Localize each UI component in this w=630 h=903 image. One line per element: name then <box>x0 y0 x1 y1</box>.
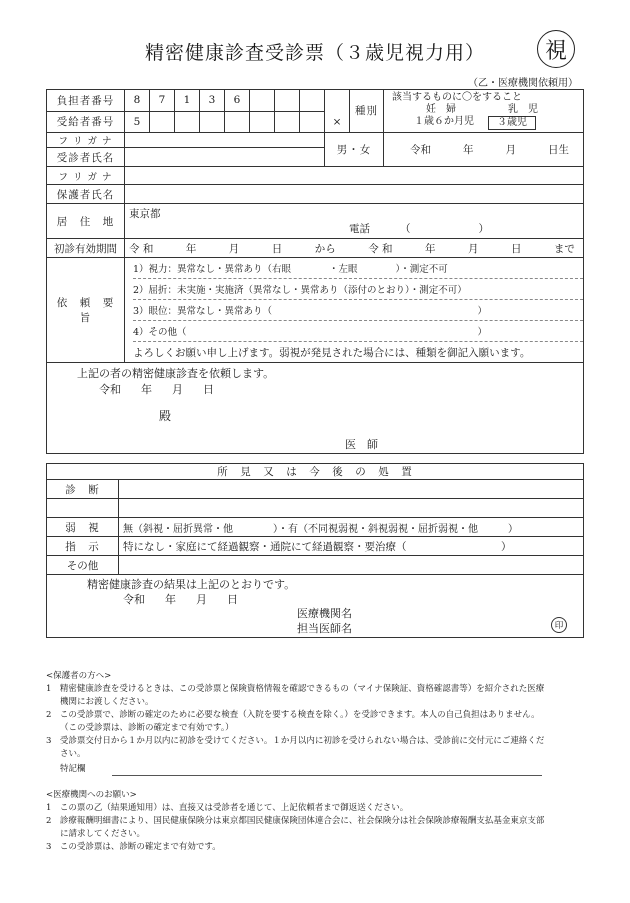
institution-note-2: 2 診療報酬明細書により、国民健康保険分は東京都国民健康保険団体連合会に、社会保険分は社会保険診療報酬支払基金東京支部 <box>46 816 545 826</box>
referral-day: 日 <box>203 383 214 396</box>
findings-header: 所 見 又 は 今 後 の 処 置 <box>47 464 584 480</box>
recipient-digit[interactable] <box>275 111 300 133</box>
valid-to-day: 日 <box>510 242 522 255</box>
institution-note-3: 3 この受診票は、診断の確定まで有効です。 <box>46 842 221 852</box>
phone-close-paren: ） <box>478 223 489 235</box>
recipient-digit[interactable] <box>300 111 325 133</box>
referral-date[interactable] <box>99 381 214 397</box>
findings-table <box>46 463 584 638</box>
burden-digit[interactable]: 8 <box>125 90 150 112</box>
referral-doctor: 医 師 <box>345 438 378 451</box>
guardian-notes <box>46 670 591 776</box>
birth-era: 令和 <box>410 144 431 156</box>
recipient-digit[interactable] <box>150 111 175 133</box>
recipient-mark: × <box>325 111 350 133</box>
kind-pregnant[interactable]: 妊 婦 <box>426 104 456 115</box>
institution-note-1: 1 この票の乙（結果通知用）は、直接又は受診者を通じて、上記依頼者まで御返送ください。 <box>46 803 409 813</box>
other-field[interactable] <box>119 556 584 575</box>
result-day: 日 <box>227 593 238 606</box>
recipient-digit[interactable] <box>225 111 250 133</box>
patient-name-label: 受診者氏名 <box>47 148 125 167</box>
burden-digit[interactable]: 1 <box>175 90 200 112</box>
institution-label: 医療機関名 <box>297 607 352 620</box>
phone-open-paren: （ <box>400 223 411 235</box>
kind-label: 種別 <box>350 90 384 133</box>
request-section <box>125 258 584 363</box>
request-item-3-close: ） <box>477 306 487 317</box>
recipient-digit[interactable]: 5 <box>125 111 150 133</box>
burden-digit[interactable]: 3 <box>200 90 225 112</box>
recipient-digit[interactable] <box>200 111 225 133</box>
valid-period-label: 初診有効期間 <box>47 239 125 258</box>
referral-month: 月 <box>172 383 183 396</box>
guardian-note-2-cont: （この受診票は、診断の確定まで有効です。） <box>60 723 234 733</box>
guardian-name-field[interactable] <box>125 185 584 204</box>
request-item-4-close: ） <box>477 327 487 338</box>
request-closing: よろしくお願い申し上げます。弱視が発見された場合には、種類を御記入願います。 <box>133 346 531 359</box>
guardian-note-3: 3 受診票交付日から１か月以内に初診を受けてください。１か月以内に初診を受けられない場合は、受診前に交付元にご連絡くだ <box>46 736 545 746</box>
result-text: 精密健康診査の結果は上記のとおりです。 <box>87 578 296 591</box>
institution-notes-header: <医療機関へのお願い> <box>46 790 137 800</box>
referral-year: 年 <box>141 383 152 396</box>
patient-name-field[interactable] <box>125 148 325 167</box>
result-era: 令和 <box>123 593 145 606</box>
diagnosis-extra-label <box>47 499 119 518</box>
special-notes-field[interactable] <box>112 765 542 776</box>
from-label: から <box>314 242 336 255</box>
diagnosis-field-2[interactable] <box>119 499 584 518</box>
result-year: 年 <box>165 593 176 606</box>
birth-month: 月 <box>505 144 516 156</box>
form-subtitle: （乙・医療機関依頼用） <box>468 78 578 89</box>
guardian-notes-header: <保護者の方へ> <box>46 671 112 681</box>
burden-digit[interactable]: 7 <box>150 90 175 112</box>
burden-digit[interactable] <box>250 90 275 112</box>
valid-to-year: 年 <box>425 242 436 255</box>
doctor-name-label: 担当医師名 <box>297 622 352 635</box>
valid-from-day: 日 <box>271 242 283 255</box>
patient-info-table <box>46 89 584 454</box>
request-item-4-text: 4）その他（ <box>133 327 187 338</box>
amblyopia-label: 弱 視 <box>47 518 119 537</box>
request-label: 依 頼 要 旨 <box>47 258 125 363</box>
diagnosis-label: 診 断 <box>47 480 119 499</box>
special-notes-label: 特記欄 <box>60 764 86 774</box>
sex-selector[interactable]: 男・女 <box>325 133 384 167</box>
request-item-3[interactable] <box>133 300 583 321</box>
recipient-digit[interactable] <box>175 111 200 133</box>
guardian-name-label: 保護者氏名 <box>47 185 125 204</box>
address-field[interactable] <box>125 204 584 239</box>
patient-furigana-label: フ リ ガ ナ <box>47 133 125 148</box>
result-date[interactable] <box>123 591 238 607</box>
form-title: 精密健康診査受診票（３歳児視力用） <box>144 42 485 64</box>
recipient-digit[interactable] <box>250 111 275 133</box>
result-month: 月 <box>196 593 207 606</box>
request-item-4[interactable] <box>133 321 583 342</box>
instruction-options[interactable]: 特になし・家庭にて経過観察・通院にて経過観察・要治療（ ） <box>119 537 584 556</box>
valid-from-month: 月 <box>228 242 240 255</box>
burden-number-label: 負担者番号 <box>47 90 125 112</box>
burden-digit[interactable] <box>275 90 300 112</box>
address-label: 居 住 地 <box>47 204 125 239</box>
guardian-note-2: 2 この受診票で、診断の確定のために必要な検査（入院を要する検査を除く。）を受診できます。本人の自己負担はありません。 <box>46 710 540 720</box>
valid-to-era: 令 和 <box>368 242 393 255</box>
guardian-furigana-field[interactable] <box>125 167 584 185</box>
valid-from-year: 年 <box>185 242 197 255</box>
kind-options <box>384 90 584 133</box>
birth-date[interactable] <box>384 133 584 167</box>
burden-digit[interactable]: 6 <box>225 90 250 112</box>
birth-day: 日生 <box>548 144 569 156</box>
instruction-label: 指 示 <box>47 537 119 556</box>
institution-note-2-cont: に請求してください。 <box>60 829 146 839</box>
burden-digit[interactable] <box>300 90 325 112</box>
institution-notes <box>46 789 591 854</box>
phone-label: 電話 <box>349 223 370 235</box>
blank-cell <box>325 90 350 112</box>
diagnosis-field[interactable] <box>119 480 584 499</box>
referral-era: 令和 <box>99 383 121 396</box>
request-item-1[interactable]: 1）視力：異常なし・異常あり（右眼 ・左眼 ）・測定不可 <box>133 258 583 279</box>
seal-mark: 印 <box>551 617 567 633</box>
until-label: まで <box>553 242 575 255</box>
kind-3-year[interactable]: ３歳児 <box>488 116 536 130</box>
kind-infant[interactable]: 乳 児 <box>508 104 538 115</box>
valid-from-era: 令 和 <box>129 242 154 255</box>
referral-text: 上記の者の精密健康診査を依頼します。 <box>77 367 275 380</box>
valid-to-month: 月 <box>467 242 479 255</box>
kind-18-month[interactable]: １歳６か月児 <box>414 116 474 127</box>
referral-section <box>47 363 584 454</box>
result-section <box>47 575 584 638</box>
patient-furigana-field[interactable] <box>125 133 325 148</box>
guardian-note-3-cont: さい。 <box>60 749 86 759</box>
birth-year: 年 <box>463 144 474 156</box>
valid-period-field[interactable] <box>125 239 584 258</box>
guardian-note-1-cont: 機関にお渡しください。 <box>60 697 154 707</box>
address-value: 東京都 <box>129 208 161 220</box>
guardian-furigana-label: フ リ ガ ナ <box>47 167 125 185</box>
amblyopia-options[interactable]: 無（斜視・屈折異常・他 ）・有（不同視弱視・斜視弱視・屈折弱視・他 ） <box>119 518 584 537</box>
kind-instruction: 該当するものに〇をすること <box>392 92 522 103</box>
referral-honorific: 殿 <box>159 409 172 423</box>
request-item-3-text: 3）眼位：異常なし・異常あり（ <box>133 306 273 317</box>
guardian-note-1: 1 精密健康診査を受けるときは、この受診票と保険資格情報を確認できるもの（マイナ保険証、資格確認書等）を紹介された医療 <box>46 684 545 694</box>
recipient-number-label: 受給者番号 <box>47 111 125 133</box>
vision-mark: 視 <box>537 30 575 68</box>
request-item-2[interactable]: 2）屈折：未実施・実施済（異常なし・異常あり（添付のとおり）・測定不可） <box>133 279 583 300</box>
other-label: その他 <box>47 556 119 575</box>
